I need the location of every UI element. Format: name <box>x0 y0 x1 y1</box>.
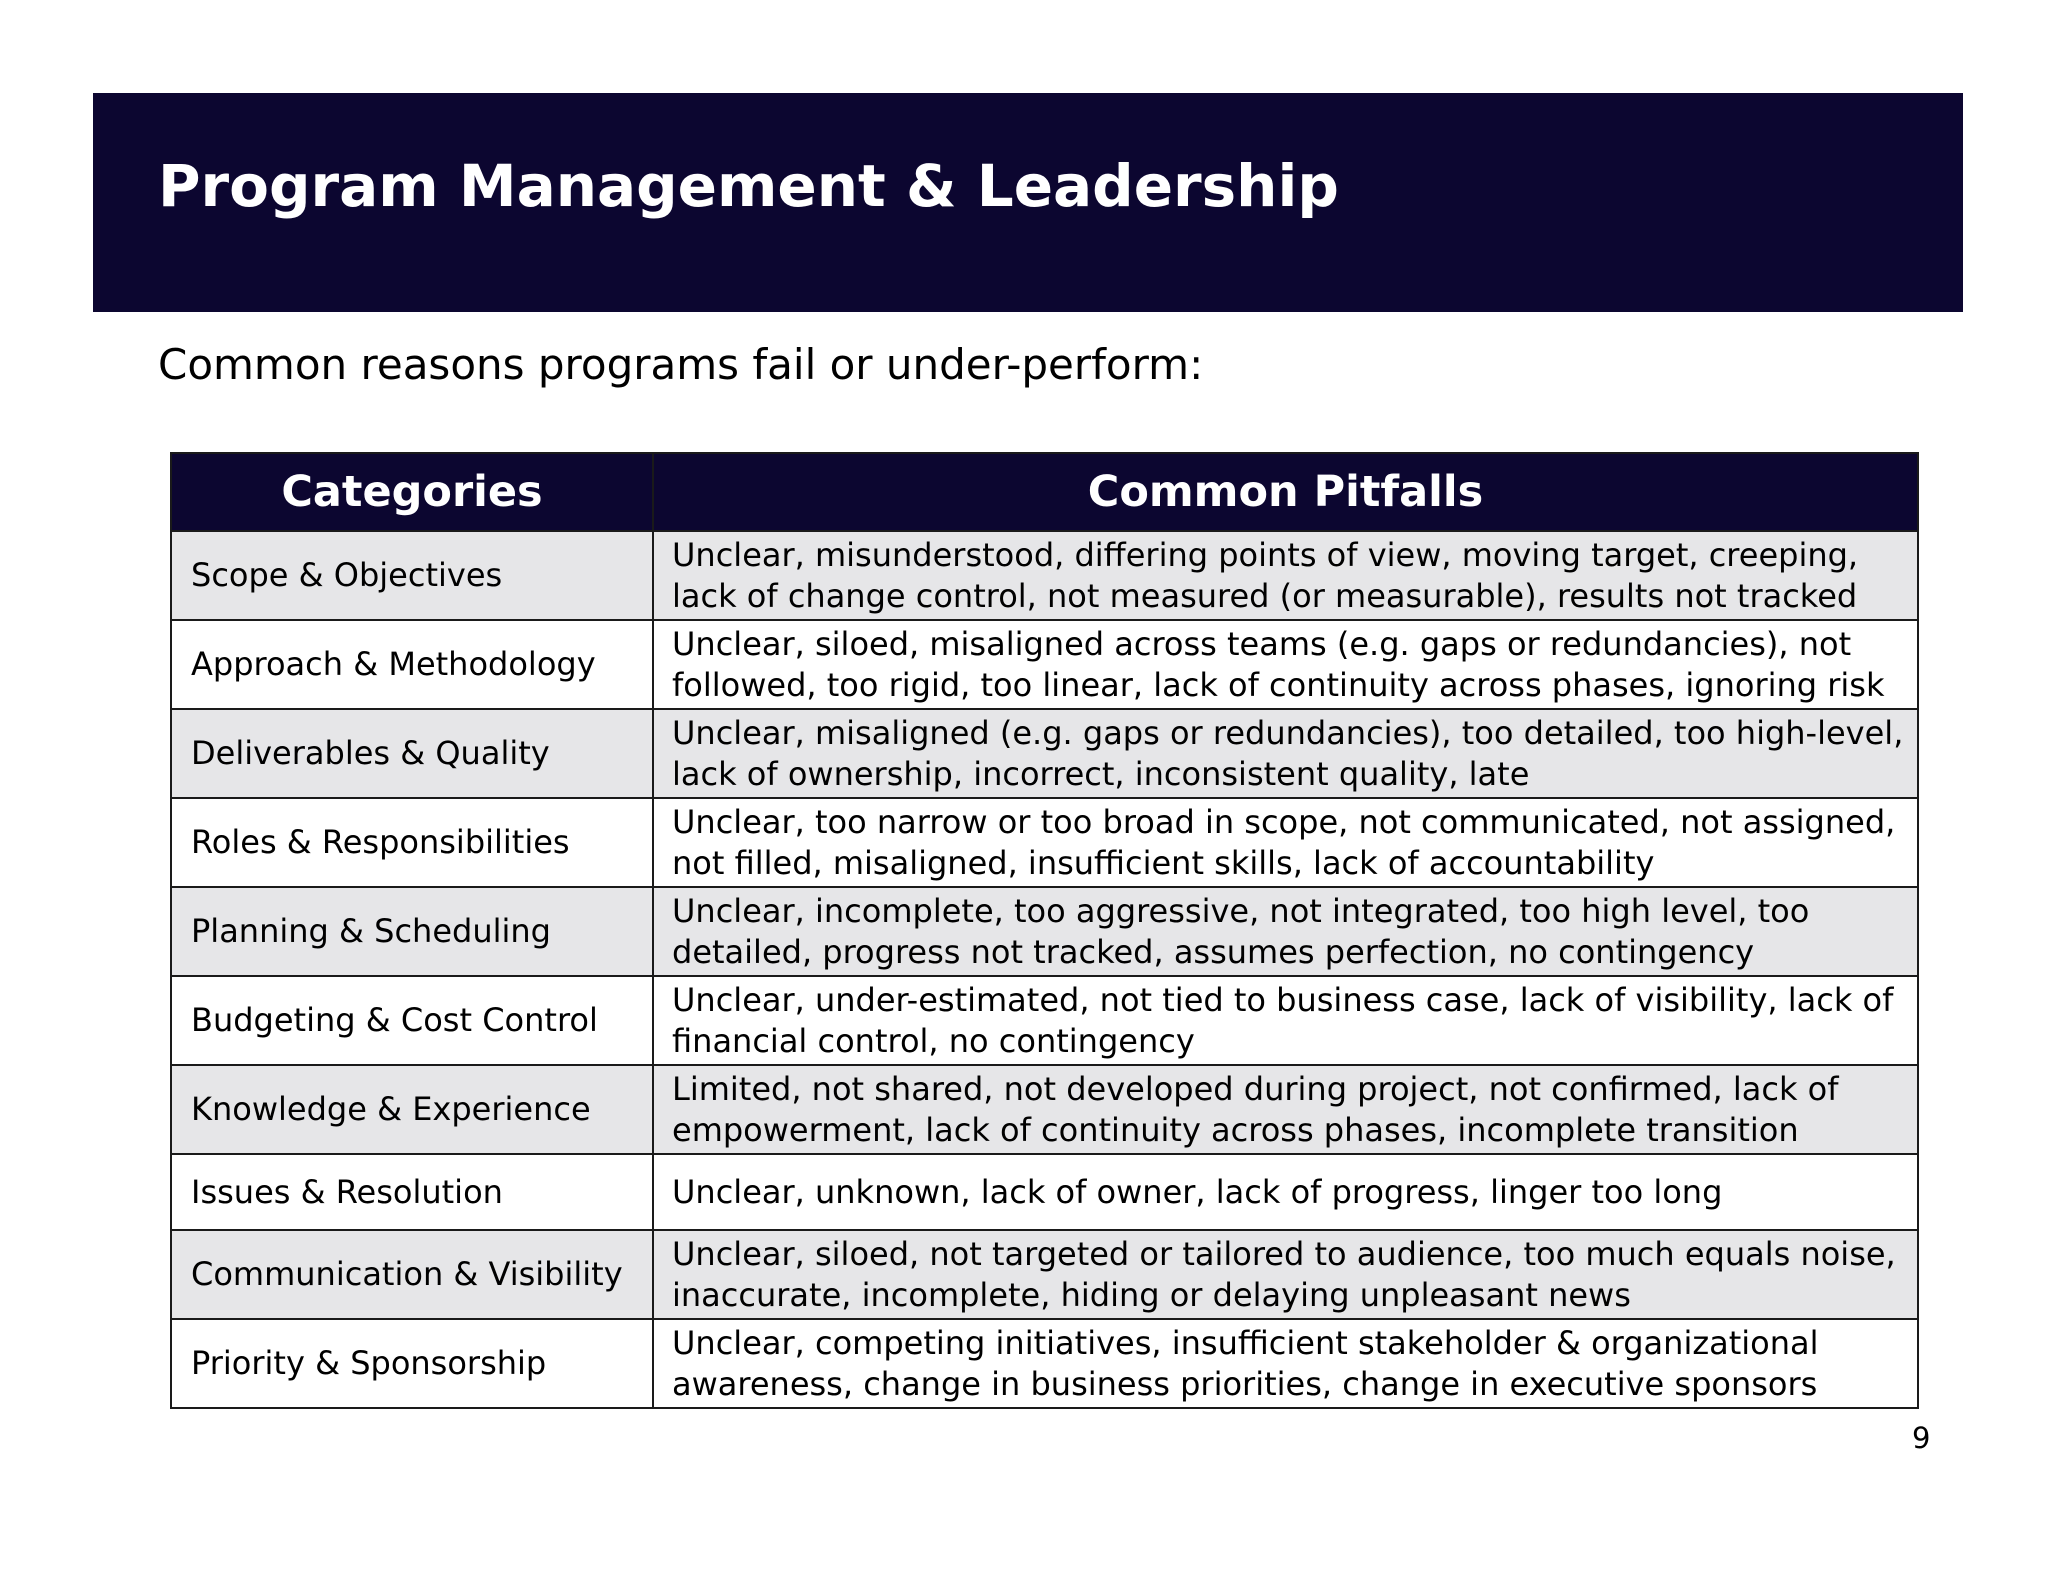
column-header-categories: Categories <box>171 453 653 531</box>
table-row <box>171 531 1918 620</box>
category-cell: Priority & Sponsorship <box>171 1319 653 1408</box>
table-row <box>171 1154 1918 1230</box>
table-row <box>171 1230 1918 1319</box>
category-cell: Knowledge & Experience <box>171 1065 653 1154</box>
pitfalls-cell: Unclear, siloed, misaligned across teams (e.g. gaps or redundancies), not followed, too rigid, too linear, lack of continuity across phases, ignoring risk <box>653 620 1918 709</box>
table-row <box>171 709 1918 798</box>
pitfalls-cell: Unclear, incomplete, too aggressive, not integrated, too high level, too detailed, progress not tracked, assumes perfection, no contingency <box>653 887 1918 976</box>
pitfalls-cell: Unclear, too narrow or too broad in scope, not communicated, not assigned, not filled, misaligned, insufficient skills, lack of accountability <box>653 798 1918 887</box>
table-row <box>171 798 1918 887</box>
table-row <box>171 620 1918 709</box>
slide-title: Program Management & Leadership <box>158 152 1339 220</box>
category-cell: Deliverables & Quality <box>171 709 653 798</box>
pitfalls-table <box>170 452 1919 1409</box>
slide-subtitle: Common reasons programs fail or under-perform: <box>158 340 1204 389</box>
category-cell: Scope & Objectives <box>171 531 653 620</box>
pitfalls-cell: Unclear, unknown, lack of owner, lack of progress, linger too long <box>653 1154 1918 1230</box>
pitfalls-cell: Unclear, misunderstood, differing points of view, moving target, creeping, lack of change control, not measured (or measurable), results not tracked <box>653 531 1918 620</box>
table-header-row <box>171 453 1918 531</box>
pitfalls-cell: Unclear, siloed, not targeted or tailored to audience, too much equals noise, inaccurate, incomplete, hiding or delaying unpleasant news <box>653 1230 1918 1319</box>
table-row <box>171 976 1918 1065</box>
table-row <box>171 887 1918 976</box>
table-row <box>171 1065 1918 1154</box>
category-cell: Budgeting & Cost Control <box>171 976 653 1065</box>
category-cell: Roles & Responsibilities <box>171 798 653 887</box>
title-band <box>93 93 1963 312</box>
table-row <box>171 1319 1918 1408</box>
pitfalls-cell: Unclear, competing initiatives, insufficient stakeholder & organizational awareness, change in business priorities, change in executive sponsors <box>653 1319 1918 1408</box>
category-cell: Planning & Scheduling <box>171 887 653 976</box>
category-cell: Communication & Visibility <box>171 1230 653 1319</box>
category-cell: Approach & Methodology <box>171 620 653 709</box>
pitfalls-cell: Limited, not shared, not developed during project, not confirmed, lack of empowerment, lack of continuity across phases, incomplete transition <box>653 1065 1918 1154</box>
page-number: 9 <box>1912 1421 1931 1455</box>
category-cell: Issues & Resolution <box>171 1154 653 1230</box>
pitfalls-cell: Unclear, misaligned (e.g. gaps or redundancies), too detailed, too high-level, lack of ownership, incorrect, inconsistent quality, late <box>653 709 1918 798</box>
column-header-common-pitfalls: Common Pitfalls <box>653 453 1918 531</box>
pitfalls-cell: Unclear, under-estimated, not tied to business case, lack of visibility, lack of financial control, no contingency <box>653 976 1918 1065</box>
